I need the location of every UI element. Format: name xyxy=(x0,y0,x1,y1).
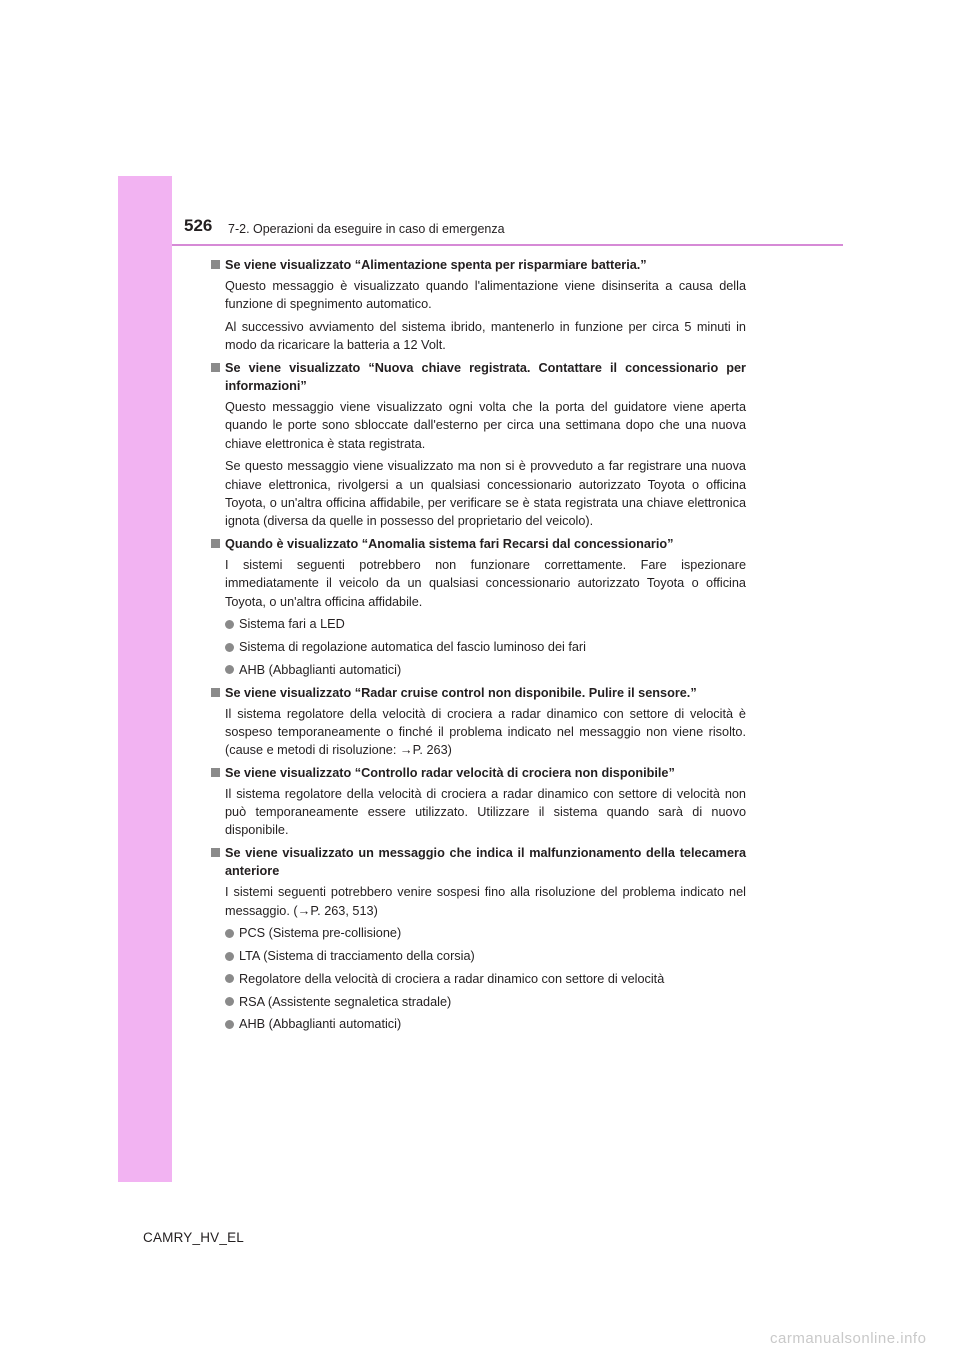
round-bullet-icon xyxy=(225,643,234,652)
heading-text: Quando è visualizzato “Anomalia sistema fari Recarsi dal concessionario” xyxy=(225,537,674,552)
list-item-text: Sistema fari a LED xyxy=(239,617,345,632)
round-bullet-icon xyxy=(225,997,234,1006)
heading-text: Se viene visualizzato un messaggio che indica il malfunzionamento della telecamera anteriore xyxy=(225,846,746,879)
square-bullet-icon xyxy=(211,848,220,857)
list-item-text: RSA (Assistente segnaletica stradale) xyxy=(239,994,452,1009)
round-bullet-icon xyxy=(225,665,234,674)
paragraph: Se questo messaggio viene visualizzato ma non si è provveduto a far registrare una nuova chiave elettronica, rivolgersi a un qualsiasi concessionario autorizzato Toyota o officina Toyota, o un'altra officina affidabile, per verificare se è stata registrata una chiave elettronica ignota (diversa da quelle in possesso del proprietario del veicolo). xyxy=(225,459,746,529)
paragraph: I sistemi seguenti potrebbero non funzionare correttamente. Fare ispezionare immediatamente il veicolo da un qualsiasi concessionario autorizzato Toyota o officina Toyota, o un'altra officina affidabile. xyxy=(225,557,746,609)
message-section xyxy=(211,764,746,840)
square-bullet-icon xyxy=(211,768,220,777)
square-bullet-icon xyxy=(211,260,220,269)
list-item xyxy=(211,993,746,1011)
site-watermark: carmanualsonline.info xyxy=(770,1330,927,1347)
square-bullet-icon xyxy=(211,539,220,548)
paragraph: Il sistema regolatore della velocità di crociera a radar dinamico con settore di velocità non può temporaneamente essere utilizzato. Utilizzare il sistema quando sarà di nuovo disponibile. xyxy=(225,786,746,838)
page-number: 526 xyxy=(184,216,213,235)
list-item xyxy=(211,615,746,633)
section-heading xyxy=(211,256,746,274)
round-bullet-icon xyxy=(225,929,234,938)
square-bullet-icon xyxy=(211,363,220,372)
list-item xyxy=(211,970,746,988)
page-content xyxy=(211,256,746,1038)
paragraph: Al successivo avviamento del sistema ibrido, mantenerlo in funzione per circa 5 minuti in modo da ricaricare la batteria a 12 Volt. xyxy=(225,319,746,353)
heading-text: Se viene visualizzato “Controllo radar velocità di crociera non disponibile” xyxy=(225,765,675,780)
section-heading xyxy=(211,359,746,396)
heading-text: Se viene visualizzato “Nuova chiave registrata. Contattare il concessionario per informazioni” xyxy=(225,360,746,394)
paragraph: Il sistema regolatore della velocità di crociera a radar dinamico con settore di velocità è sospeso temporaneamente o finché il problema indicato nel messaggio non viene risolto. (cause e metodi di risoluzione: →P. 263) xyxy=(225,706,746,758)
section-title: 7-2. Operazioni da eseguire in caso di emergenza xyxy=(228,222,505,236)
list-item-text: Regolatore della velocità di crociera a radar dinamico con settore di velocità xyxy=(239,971,665,986)
chapter-tab-bar xyxy=(118,176,172,1182)
heading-text: Se viene visualizzato “Radar cruise control non disponibile. Pulire il sensore.” xyxy=(225,685,697,700)
list-item-text: AHB (Abbaglianti automatici) xyxy=(239,662,402,677)
list-item xyxy=(211,661,746,679)
square-bullet-icon xyxy=(211,688,220,697)
section-heading xyxy=(211,684,746,702)
message-section xyxy=(211,359,746,531)
model-code: CAMRY_HV_EL xyxy=(143,1230,244,1245)
list-item-text: Sistema di regolazione automatica del fascio luminoso dei fari xyxy=(239,640,586,655)
list-item-text: LTA (Sistema di tracciamento della corsia) xyxy=(239,949,475,964)
header-divider xyxy=(172,244,843,246)
list-item-text: PCS (Sistema pre-collisione) xyxy=(239,926,402,941)
round-bullet-icon xyxy=(225,620,234,629)
section-heading xyxy=(211,535,746,553)
paragraph: Questo messaggio è visualizzato quando l'alimentazione viene disinserita a causa della funzione di spegnimento automatico. xyxy=(225,278,746,312)
list-item xyxy=(211,638,746,656)
message-section xyxy=(211,684,746,760)
list-item-text: AHB (Abbaglianti automatici) xyxy=(239,1017,402,1032)
list-item xyxy=(211,924,746,942)
round-bullet-icon xyxy=(225,974,234,983)
heading-text: Se viene visualizzato “Alimentazione spenta per risparmiare batteria.” xyxy=(225,258,647,272)
section-heading xyxy=(211,844,746,881)
list-item xyxy=(211,1015,746,1033)
section-heading xyxy=(211,764,746,782)
round-bullet-icon xyxy=(225,952,234,961)
paragraph: I sistemi seguenti potrebbero venire sospesi fino alla risoluzione del problema indicato nel messaggio. (→P. 263, 513) xyxy=(225,885,746,918)
paragraph: Questo messaggio viene visualizzato ogni volta che la porta del guidatore viene aperta quando le porte sono sbloccate dall'esterno per circa una settimana dopo che una nuova chiave elettronica è stata registrata. xyxy=(225,400,746,451)
message-section xyxy=(211,535,746,679)
message-section xyxy=(211,256,746,354)
round-bullet-icon xyxy=(225,1020,234,1029)
message-section xyxy=(211,844,746,1034)
list-item xyxy=(211,947,746,965)
